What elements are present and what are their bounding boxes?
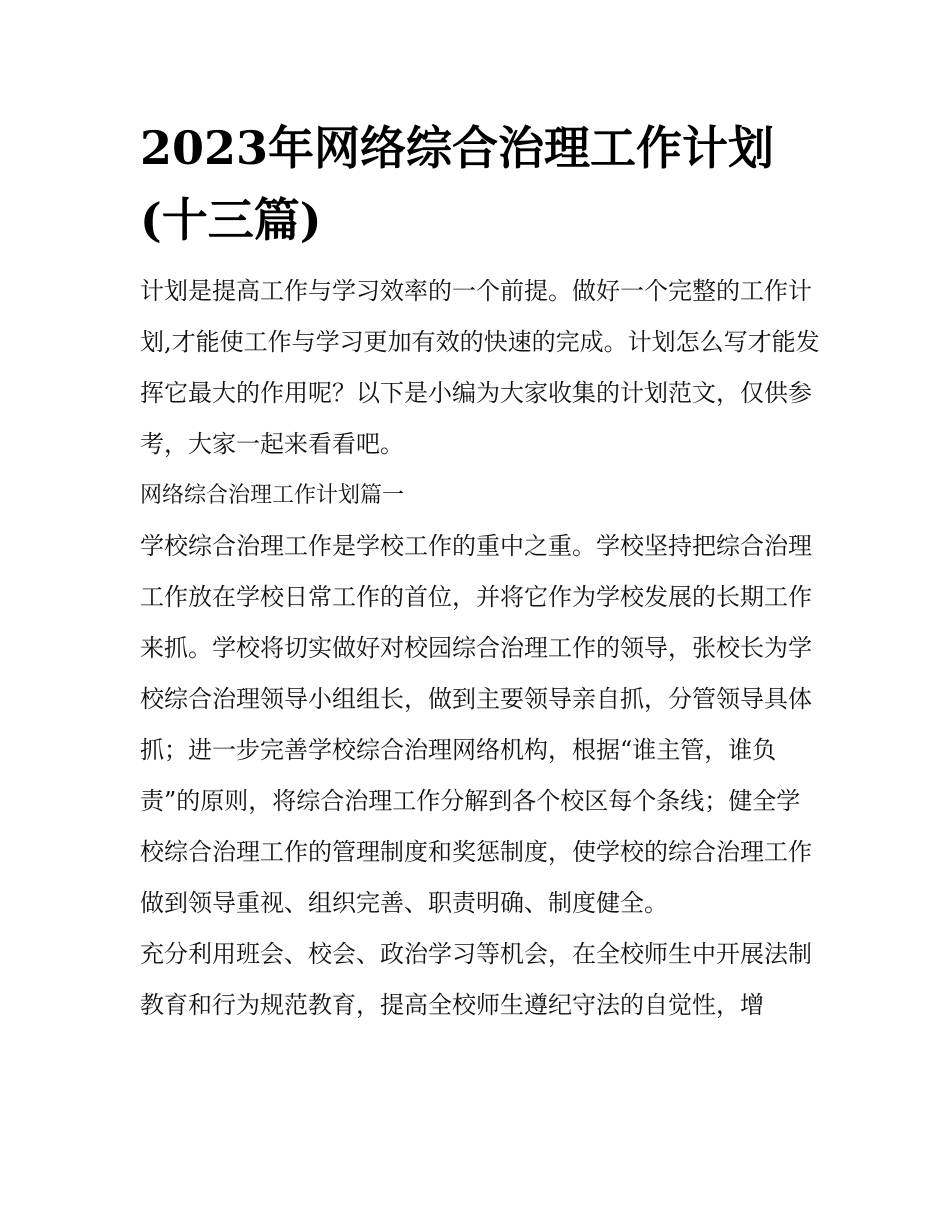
intro-paragraph: 计划是提高工作与学习效率的一个前提。做好一个完整的工作计划,才能使工作与学习更加有效的快速的完成。计划怎么写才能发挥它最大的作用呢？以下是小编为大家收集的计划范文，仅供参考，大家一起来看看吧。 bbox=[140, 277, 820, 458]
section-heading: 网络综合治理工作计划篇一 bbox=[140, 483, 405, 508]
document-page bbox=[140, 112, 820, 1031]
document-body bbox=[140, 266, 820, 1031]
body-paragraph: 充分利用班会、校会、政治学习等机会，在全校师生中开展法制教育和行为规范教育，提高全校师生遵纪守法的自觉性，增 bbox=[140, 940, 812, 1019]
body-paragraph: 学校综合治理工作是学校工作的重中之重。学校坚持把综合治理工作放在学校日常工作的首位，并将它作为学校发展的长期工作来抓。学校将切实做好对校园综合治理工作的领导，张校长为学校综合治理领导小组组长，做到主要领导亲自抓，分管领导具体抓；进一步完善学校综合治理网络机构，根据“谁主管，谁负责”的原则，将综合治理工作分解到各个校区每个条线；健全学校综合治理工作的管理制度和奖惩制度，使学校的综合治理工作做到领导重视、组织完善、职责明确、制度健全。 bbox=[140, 532, 812, 917]
document-title: 2023年网络综合治理工作计划(十三篇) bbox=[140, 121, 775, 247]
